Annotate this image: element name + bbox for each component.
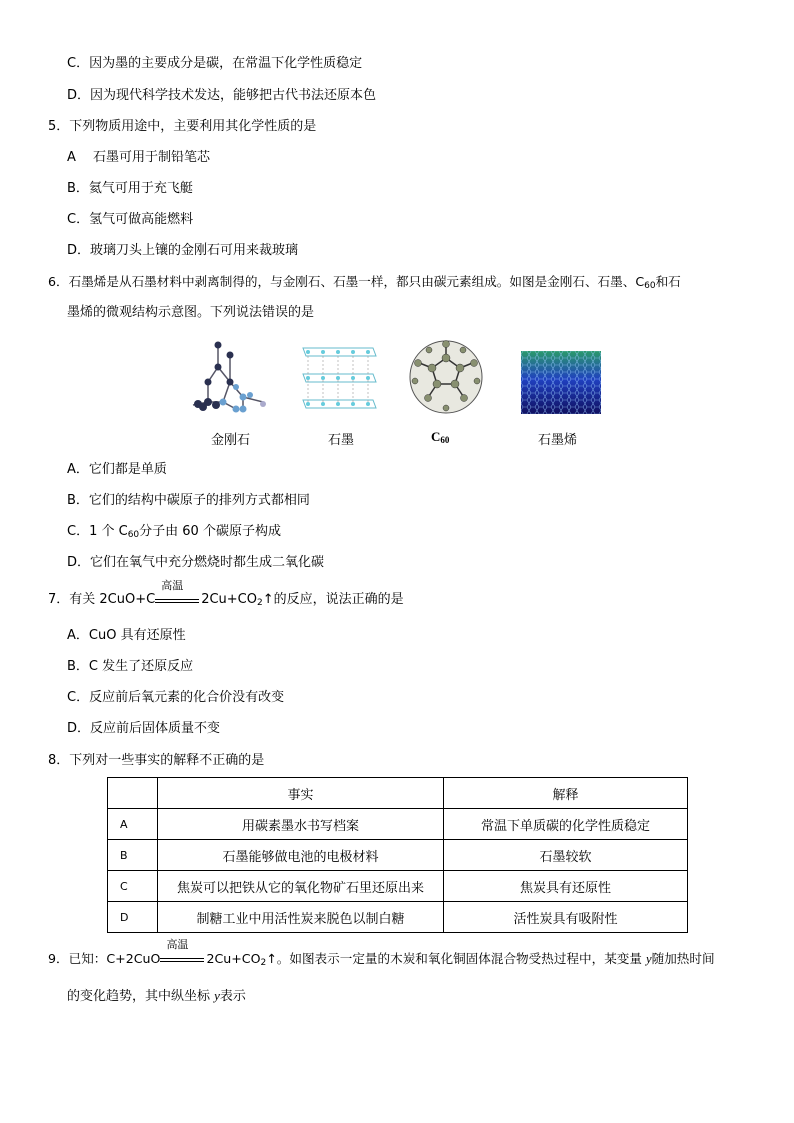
q9-stem-line1: 9．已知：C+2CuO 高温 $2Cu+CO_2↑$。如图表示一定量的木炭和氧化铜固体混合物受热过程中，某变量 y随加热时间 <box>48 938 715 968</box>
graphene-structure-image <box>521 351 601 414</box>
q5-option-d: D．玻璃刀头上镶的金刚石可用来裁玻璃 <box>67 243 299 258</box>
table-row <box>108 871 688 902</box>
table-row <box>108 840 688 871</box>
q7-reaction-arrow: 高温 <box>155 591 201 609</box>
q5-option-b: B．氦气可用于充飞艇 <box>67 181 193 196</box>
q6-option-b: B．它们的结构中碳原子的排列方式都相同 <box>67 493 310 508</box>
q5-option-a: A 石墨可用于制铅笔芯 <box>67 150 211 165</box>
table-cell-explanation: 焦炭具有还原性 <box>444 871 688 902</box>
q7-option-a: A．CuO 具有还原性 <box>67 628 186 643</box>
q7-option-b: B．C 发生了还原反应 <box>67 659 194 674</box>
caption-graphite: 石墨 <box>328 433 355 448</box>
table-cell-explanation: 活性炭具有吸附性 <box>444 902 688 933</box>
table-header-explanation: 解释 <box>444 778 688 809</box>
q7-option-d: D．反应前后固体质量不变 <box>67 721 221 736</box>
table-header-row <box>108 778 688 809</box>
q6-option-c: C．1 个 $C_{60}$分子由 60 个碳原子构成 <box>67 524 281 540</box>
table-cell-explanation: 常温下单质碳的化学性质稳定 <box>444 809 688 840</box>
caption-diamond: 金刚石 <box>211 433 251 448</box>
graphite-structure-image <box>298 338 380 416</box>
table-cell-fact: 用碳素墨水书写档案 <box>158 809 444 840</box>
q6-stem-line2: 墨烯的微观结构示意图。下列说法错误的是 <box>67 305 315 320</box>
caption-graphene: 石墨烯 <box>538 433 578 448</box>
q4-option-c: C．因为墨的主要成分是碳，在常温下化学性质稳定 <box>67 56 363 71</box>
table-cell-label: B <box>108 840 158 871</box>
q8-stem: 8．下列对一些事实的解释不正确的是 <box>48 753 265 768</box>
c60-structure-image <box>405 336 487 418</box>
table-cell-fact: 焦炭可以把铁从它的氧化物矿石里还原出来 <box>158 871 444 902</box>
q6-option-d: D．它们在氧气中充分燃烧时都生成二氧化碳 <box>67 555 325 570</box>
q7-option-c: C．反应前后氧元素的化合价没有改变 <box>67 690 285 705</box>
table-cell-label: C <box>108 871 158 902</box>
q5-stem: 5．下列物质用途中，主要利用其化学性质的是 <box>48 119 317 134</box>
table-header-fact: 事实 <box>158 778 444 809</box>
table-cell-fact: 石墨能够做电池的电极材料 <box>158 840 444 871</box>
diamond-structure-image <box>188 337 278 417</box>
table-cell-fact: 制糖工业中用活性炭来脱色以制白糖 <box>158 902 444 933</box>
caption-c60: $C_{60}$ <box>431 429 450 445</box>
table-cell-explanation: 石墨较软 <box>444 840 688 871</box>
q5-option-c: C．氢气可做高能燃料 <box>67 212 194 227</box>
q9-reaction-arrow: 高温 <box>160 950 206 968</box>
q6-option-a: A．它们都是单质 <box>67 462 167 477</box>
table-row <box>108 902 688 933</box>
table-header-cell <box>108 778 158 809</box>
table-row <box>108 809 688 840</box>
q7-stem: 7．有关 2CuO+C 高温 $2Cu+CO_2↑$的反应，说法正确的是 <box>48 579 404 608</box>
q8-table <box>107 777 688 933</box>
q6-stem-line1: 6．石墨烯是从石墨材料中剥离制得的，与金刚石、石墨一样，都只由碳元素组成。如图是金刚石、石墨、$C_{60}$和石 <box>48 274 681 291</box>
table-cell-label: A <box>108 809 158 840</box>
q4-option-d: D．因为现代科学技术发达，能够把古代书法还原本色 <box>67 88 377 103</box>
table-cell-label: D <box>108 902 158 933</box>
q9-stem-line2: 的变化趋势，其中纵坐标 y表示 <box>67 988 246 1004</box>
